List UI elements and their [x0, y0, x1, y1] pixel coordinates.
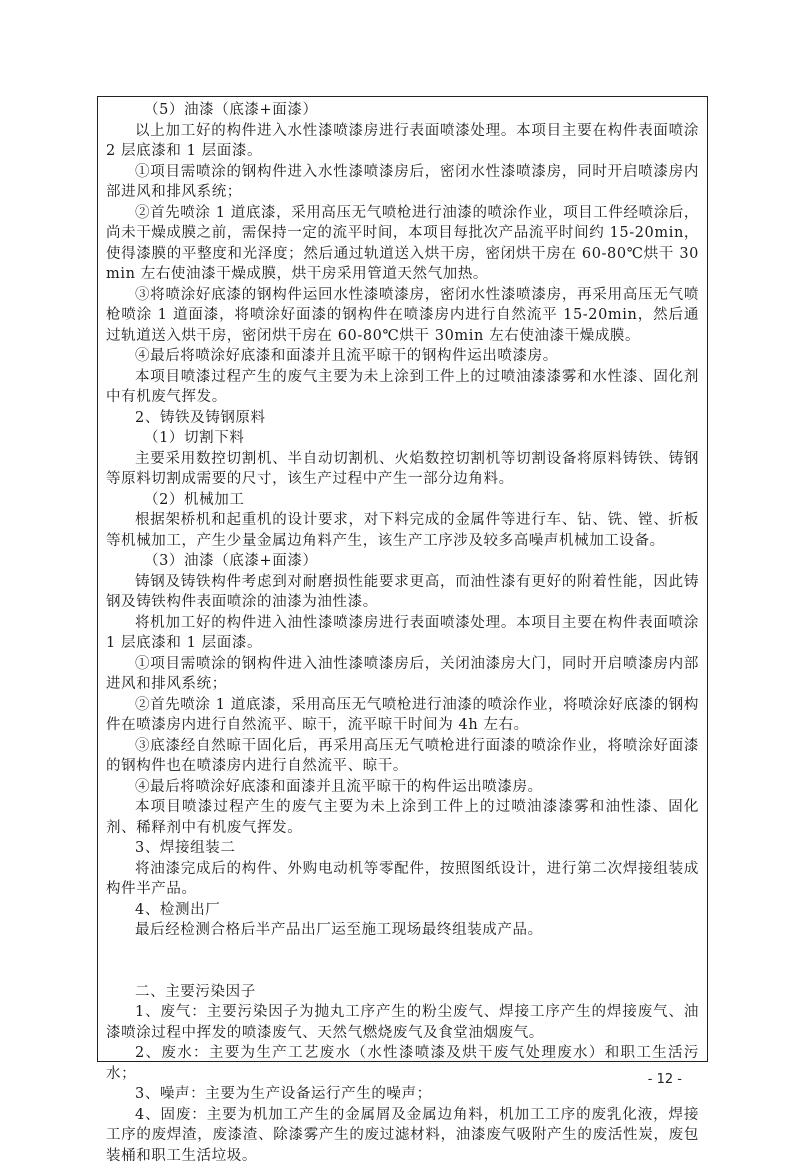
paragraph: 铸钢及铸铁构件考虑到对耐磨损性能要求更高，而油性漆有更好的附着性能，因此铸钢及铸铁构件表面喷涂的油漆为油性漆。 — [106, 572, 699, 613]
pollutant-factors — [106, 982, 699, 1166]
section-heading: （2）机械加工 — [106, 490, 699, 511]
paragraph: 本项目喷漆过程产生的废气主要为未上涂到工件上的过喷油漆漆雾和水性漆、固化剂中有机废气挥发。 — [106, 367, 699, 408]
paragraph: ④最后将喷涂好底漆和面漆并且流平晾干的构件运出喷漆房。 — [106, 777, 699, 798]
paragraph: 最后经检测合格后半产品出厂运至施工现场最终组装成产品。 — [106, 920, 699, 941]
page-number: - 12 - — [648, 1072, 682, 1087]
paragraph: ④最后将喷涂好底漆和面漆并且流平晾干的钢构件运出喷漆房。 — [106, 346, 699, 367]
paragraph: 本项目喷漆过程产生的废气主要为未上涂到工件上的过喷油漆漆雾和油性漆、固化剂、稀释剂中有机废气挥发。 — [106, 797, 699, 838]
section-heading: 4、检测出厂 — [106, 900, 699, 921]
paragraph: 主要采用数控切割机、半自动切割机、火焰数控切割机等切割设备将原料铸铁、铸钢等原料切割成需要的尺寸，该生产过程中产生一部分边角料。 — [106, 449, 699, 490]
paragraph: 3、噪声：主要为生产设备运行产生的噪声； — [106, 1084, 699, 1105]
section-heading: （1）切割下料 — [106, 428, 699, 449]
paragraph: 以上加工好的构件进入水性漆喷漆房进行表面喷漆处理。本项目主要在构件表面喷涂 2 层底漆和 1 层面漆。 — [106, 121, 699, 162]
paragraph: ①项目需喷涂的钢构件进入水性漆喷漆房后，密闭水性漆喷漆房，同时开启喷漆房内部进风和排风系统； — [106, 162, 699, 203]
section-heading: 3、焊接组装二 — [106, 838, 699, 859]
content-frame — [97, 96, 708, 1062]
paragraph: 将机加工好的构件进入油性漆喷漆房进行表面喷漆处理。本项目主要在构件表面喷涂 1 层底漆和 1 层面漆。 — [106, 613, 699, 654]
section-heading: （3）油漆（底漆+面漆） — [106, 551, 699, 572]
process-description — [106, 100, 699, 941]
paragraph: ②首先喷涂 1 道底漆，采用高压无气喷枪进行油漆的喷涂作业，将喷涂好底漆的钢构件在喷漆房内进行自然流平、晾干，流平晾干时间为 4h 左右。 — [106, 695, 699, 736]
paragraph: ③底漆经自然晾干固化后，再采用高压无气喷枪进行面漆的喷涂作业，将喷涂好面漆的钢构件也在喷漆房内进行自然流平、晾干。 — [106, 736, 699, 777]
paragraph: ①项目需喷涂的钢构件进入油性漆喷漆房后，关闭油漆房大门，同时开启喷漆房内部进风和排风系统； — [106, 654, 699, 695]
paragraph: ③将喷涂好底漆的钢构件运回水性漆喷漆房，密闭水性漆喷漆房，再采用高压无气喷枪喷涂 1 道面漆，将喷涂好面漆的钢构件在喷漆房内进行自然流平 15-20min，然后通过轨道送入烘干房，密闭烘干房在 60-80℃烘干 30min 左右使油漆干燥成膜。 — [106, 285, 699, 347]
section-heading: 二、主要污染因子 — [106, 982, 699, 1003]
section-gap — [106, 941, 699, 982]
paragraph: ②首先喷涂 1 道底漆，采用高压无气喷枪进行油漆的喷涂作业，项目工件经喷涂后，尚未干燥成膜之前，需保持一定的流平时间，本项目每批次产品流平时间约 15-20min，使得漆膜的平整度和光泽度；然后通过轨道送入烘干房，密闭烘干房在 60-80℃烘干 30min 左右使油漆干燥成膜，烘干房采用管道天然气加热。 — [106, 203, 699, 285]
paragraph: 1、废气：主要污染因子为抛丸工序产生的粉尘废气、焊接工序产生的焊接废气、油漆喷涂过程中挥发的喷漆废气、天然气燃烧废气及食堂油烟废气。 — [106, 1002, 699, 1043]
paragraph: 根据架桥机和起重机的设计要求，对下料完成的金属件等进行车、钻、铣、镗、折板等机械加工，产生少量金属边角料产生，该生产工序涉及较多高噪声机械加工设备。 — [106, 510, 699, 551]
paragraph: 将油漆完成后的构件、外购电动机等零配件，按照图纸设计，进行第二次焊接组装成构件半产品。 — [106, 859, 699, 900]
paragraph: 4、固废：主要为机加工产生的金属屑及金属边角料，机加工工序的废乳化液，焊接工序的废焊渣，废漆渣、除漆雾产生的废过滤材料，油漆废气吸附产生的废活性炭，废包装桶和职工生活垃圾。 — [106, 1105, 699, 1166]
section-heading: 2、铸铁及铸钢原料 — [106, 408, 699, 429]
section-heading: （5）油漆（底漆+面漆） — [106, 100, 699, 121]
paragraph: 2、废水：主要为生产工艺废水（水性漆喷漆及烘干废气处理废水）和职工生活污水； — [106, 1043, 699, 1084]
